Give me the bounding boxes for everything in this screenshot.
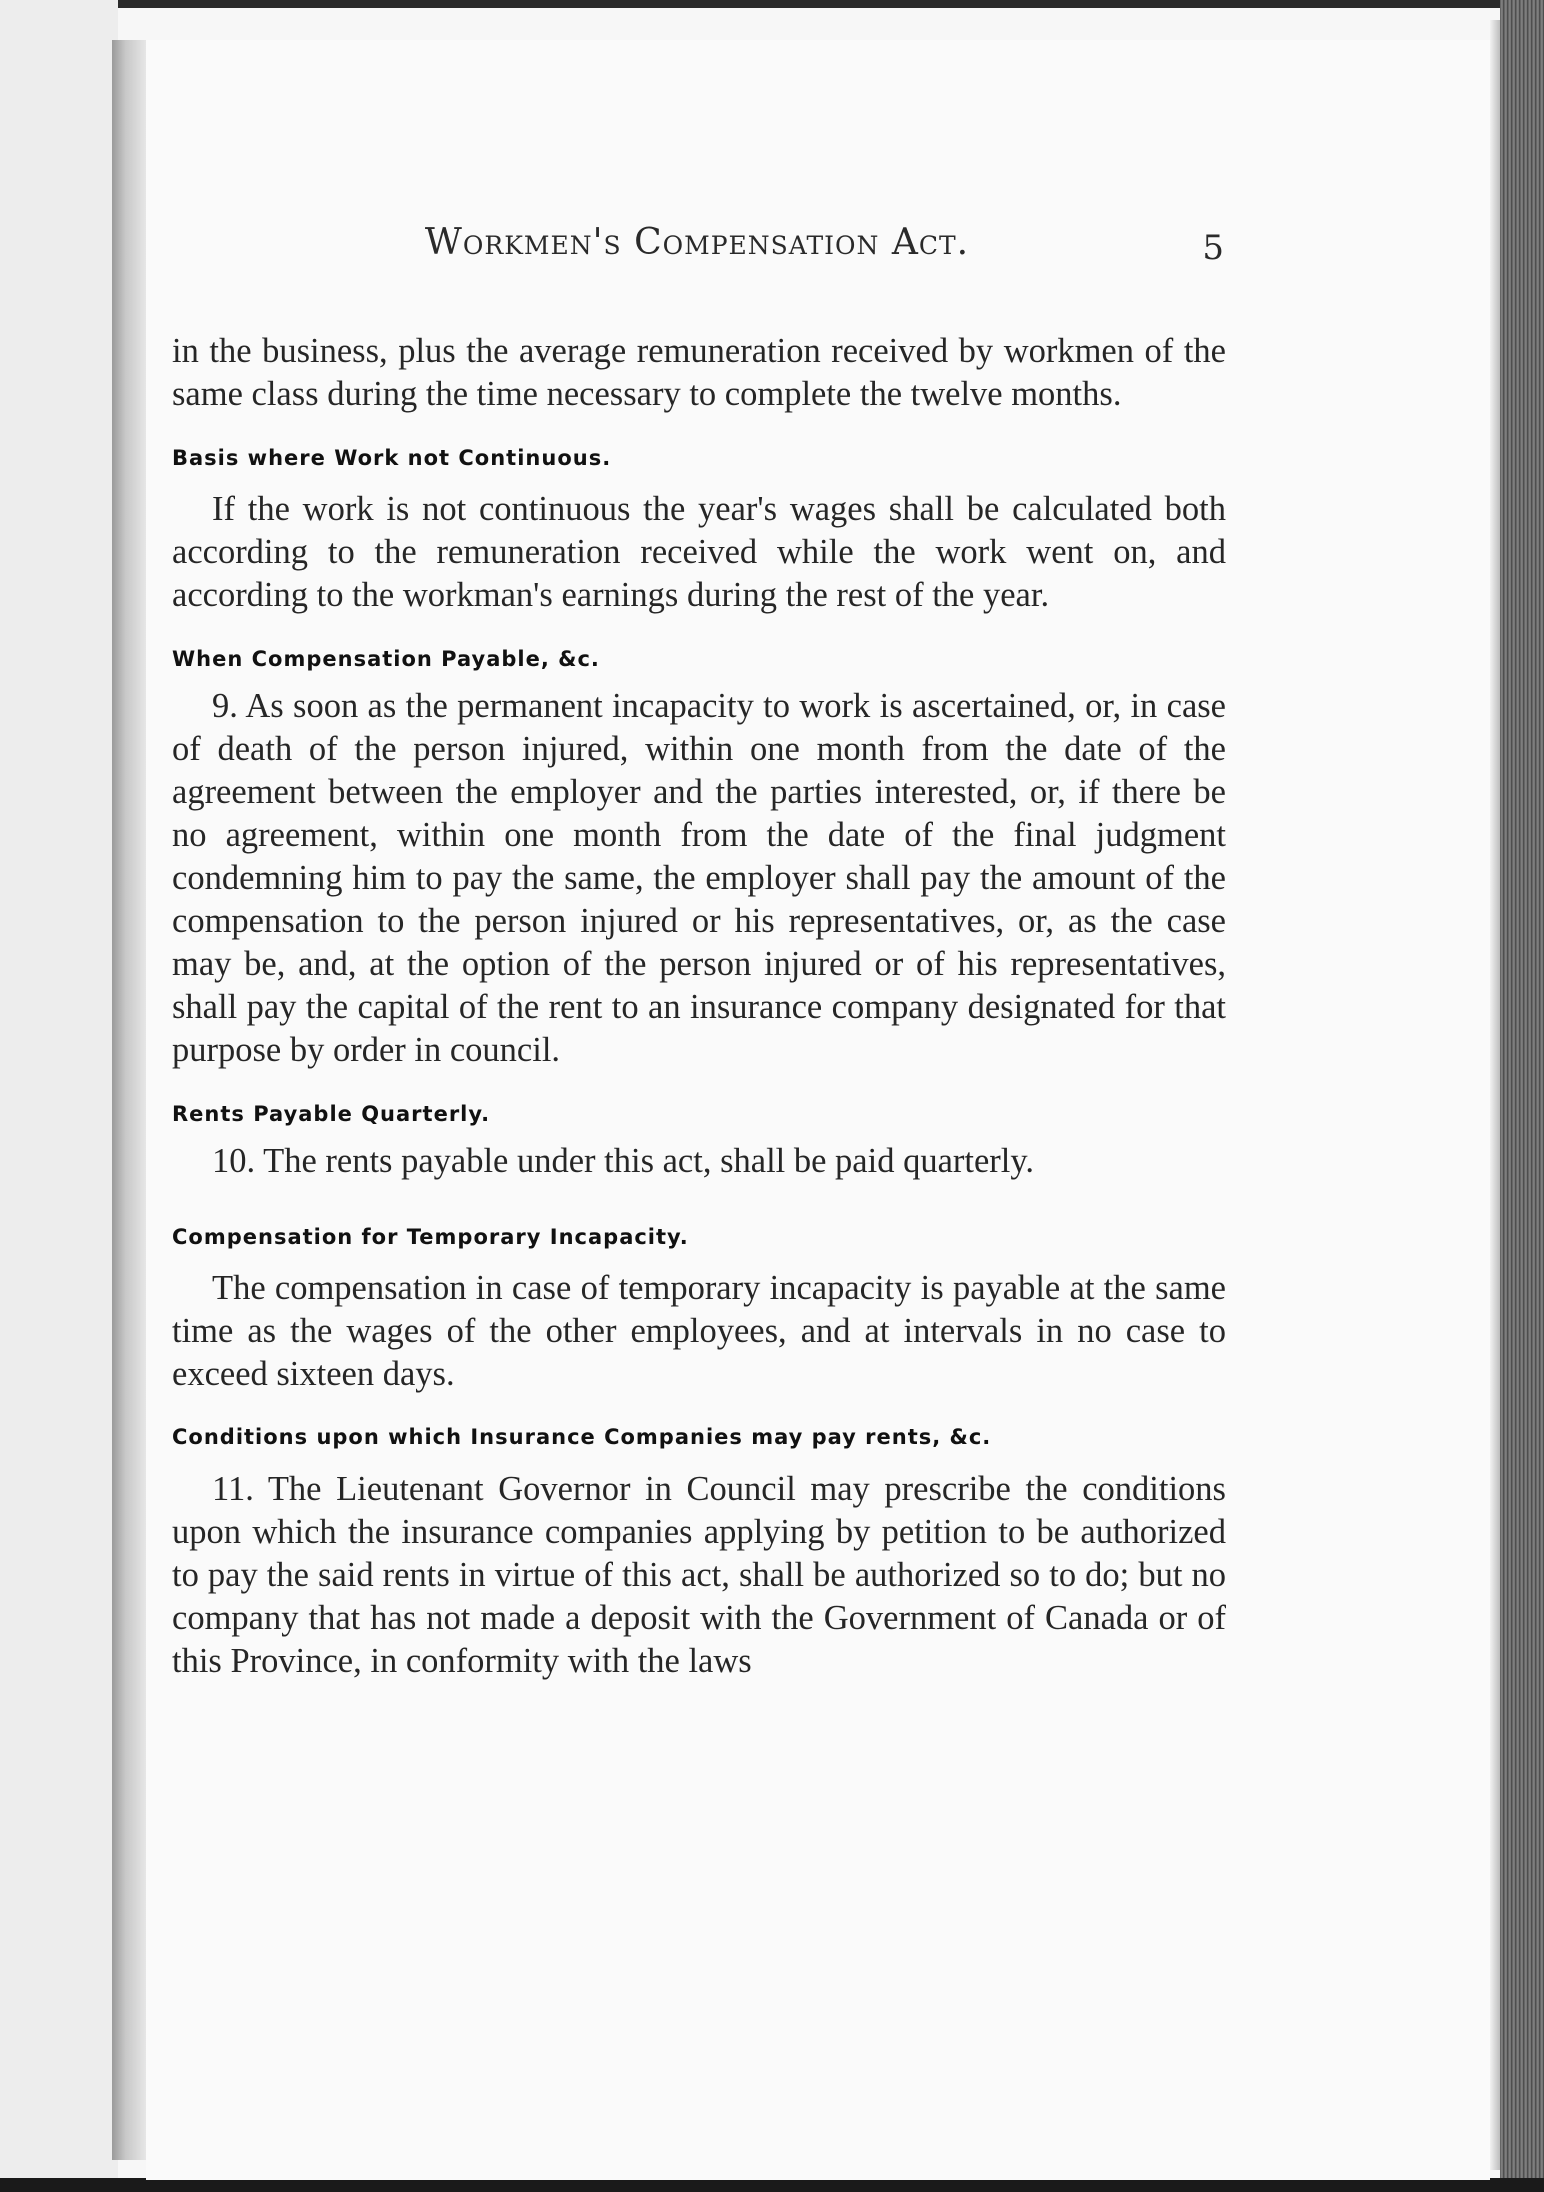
section-9-paragraph: 9. As soon as the permanent incapacity to work is ascertained, or, in case of death of the person injured, within one month from the date of the agreement between the employer and the parties interested, or, if there be no agreement, within one month from the date of the final judgment condemning him to pay the same, the employer shall pay the amount of the compensation to the person injured or his representatives, or, as the case may be, and, at the option of the person injured or of his representatives, shall pay the capital of the rent to an insurance company designated for that purpose by order in council. [172,687,1226,1069]
section-heading: When Compensation Payable, &c. [172,647,600,671]
section-10-paragraph: 10. The rents payable under this act, shall be paid quarterly. [212,1142,1034,1180]
section-heading: Basis where Work not Continuous. [172,446,612,470]
scan-top-border [0,0,1544,8]
paragraph: The compensation in case of temporary incapacity is payable at the same time as the wages of the other employees, and at intervals in no case to exceed sixteen days. [172,1269,1226,1393]
running-title: Workmen's Compensation Act. [424,222,970,263]
left-page-sliver [0,0,118,2192]
section-heading: Conditions upon which Insurance Companies may pay rents, &c. [172,1425,992,1449]
page-body [172,330,1226,1683]
paragraph-continued: in the business, plus the average remuneration received by workmen of the same class during the time necessary to complete the twelve months. [172,332,1226,413]
page-header [170,222,1224,286]
paragraph: If the work is not continuous the year's wages shall be calculated both according to the remuneration received while the work went on, and according to the workman's earnings during the rest of the year. [172,490,1226,614]
right-page-shadow [1490,20,1500,2170]
page-number: 5 [1202,228,1224,268]
book-edge [1500,0,1544,2192]
section-heading: Compensation for Temporary Incapacity. [172,1225,689,1249]
section-heading: Rents Payable Quarterly. [172,1102,491,1126]
section-11-paragraph: 11. The Lieutenant Governor in Council may prescribe the conditions upon which the insurance companies applying by petition to be authorized to pay the said rents in virtue of this act, shall be authorized so to do; but no company that has not made a deposit with the Government of Canada or of this Province, in conformity with the laws [172,1470,1226,1680]
scan-bottom-border [0,2178,1544,2192]
left-page-edge [112,40,146,2160]
